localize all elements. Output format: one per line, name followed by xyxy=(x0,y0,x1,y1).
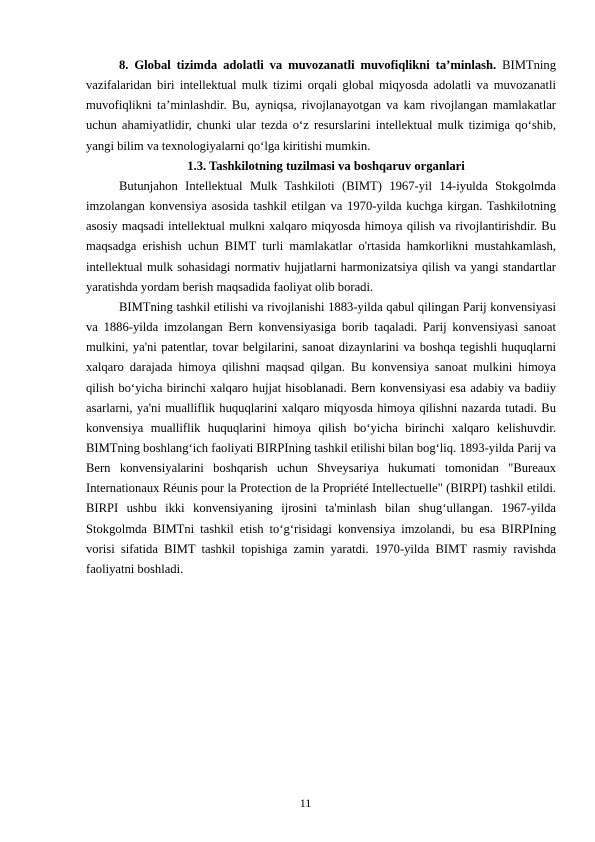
body-paragraph: BIMTning tashkil etilishi va rivojlanishi 1883-yilda qabul qilingan Parij konvensiyasi va 1886-yilda imzolangan Bern konvensiyasiga borib taqaladi. Parij konvensiyasi sanoat mulkini, ya'ni patentlar, tovar belgilarini, sanoat dizaynlarini va boshqa tegishli huquqlarni xalqaro darajada himoya qilishni maqsad qilgan. Bu konvensiya sanoat mulkini himoya qilish bo‘yicha birinchi xalqaro hujjat hisoblanadi. Bern konvensiyasi esa adabiy va badiiy asarlarni, ya'ni mualliflik huquqlarini xalqaro miqyosda himoya qilishni nazarda tutadi. Bu konvensiya mualliflik huquqlarini himoya qilish bo‘yicha birinchi xalqaro kelishuvdir. BIMTning boshlang‘ich faoliyati BIRPIning tashkil etilishi bilan bog‘liq. 1893-yilda Parij va Bern konvensiyalarini boshqarish uchun Shveysariya hukumati tomonidan "Bureaux Internationaux Réunis pour la Protection de la Propriété Intellectuelle" (BIRPI) tashkil etildi. BIRPI ushbu ikki konvensiyaning ijrosini ta'minlash bilan shug‘ullangan. 1967-yilda Stokgolmda BIMTni tashkil etish to‘g‘risidagi konvensiya imzolandi, bu esa BIRPIning vorisi sifatida BIMT tashkil topishiga zamin yaratdi. 1970-yilda BIMT rasmiy ravishda faoliyatni boshladi. xyxy=(86,299,556,576)
document-page xyxy=(86,55,556,579)
section-heading: 1.3. Tashkilotning tuzilmasi va boshqaruv organlari xyxy=(187,158,465,173)
body-paragraph: Butunjahon Intellektual Mulk Tashkiloti (BIMT) 1967-yil 14-iyulda Stokgolmda imzolangan konvensiya asosida tashkil etilgan va 1970-yilda kuchga kirgan. Tashkilotning asosiy maqsadi intellektual mulkni xalqaro miqyosda himoya qilish va rivojlantirishdir. Bu maqsadga erishish uchun BIMT turli mamlakatlar o'rtasida hamkorlikni mustahkamlash, intellektual mulk sohasidagi normativ hujjatlarni harmonizatsiya qilish va yangi standartlar yaratishda yordam berish maqsadida faoliyat olib boradi. xyxy=(86,178,556,294)
section-8-title: 8. Global tizimda adolatli va muvozanatli muvofiqlikni ta’minlash. xyxy=(119,58,497,72)
section-8-body: BIMTning vazifalaridan biri intellektual mulk tizimi orqali global miqyosda adolatli va muvozanatli muvofiqlikni ta’minlashdir. Bu, ayniqsa, rivojlanayotgan va kam rivojlangan mamlakatlar uchun ahamiyatlidir, chunki ular tezda o‘z resurslarini intellektual mulk tizimiga qo‘shib, yangi bilim va texnologiyalarni qo‘lga kiritishi mumkin. xyxy=(86,58,556,153)
page-number: 11 xyxy=(299,796,312,810)
section-8-paragraph xyxy=(86,55,556,156)
